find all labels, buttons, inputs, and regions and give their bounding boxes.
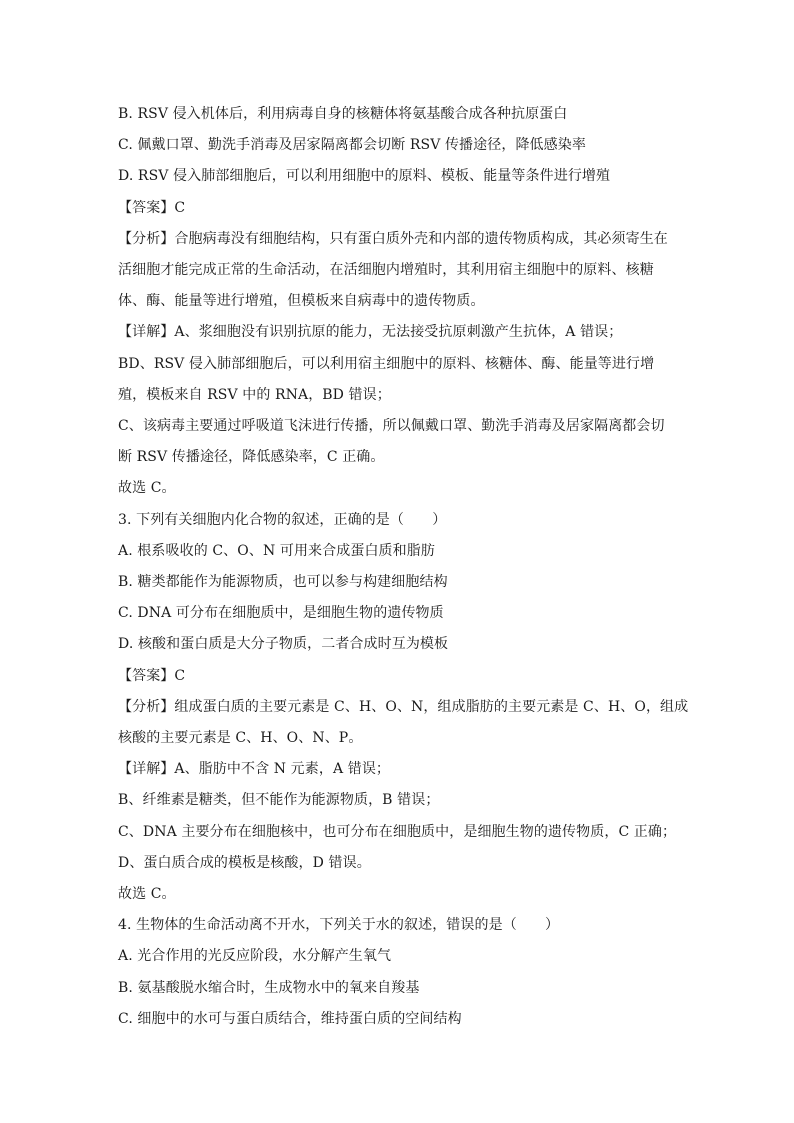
q4-stem: 4. 生物体的生命活动离不开水，下列关于水的叙述，错误的是（ ） (118, 917, 560, 934)
q2-detail-line: 【详解】A、浆细胞没有识别抗原的能力，无法接受抗原刺激产生抗体，A 错误； (118, 324, 623, 341)
q2-detail-line: 断 RSV 传播途径，降低感染率，C 正确。 (118, 449, 385, 466)
q3-detail-line: C、DNA 主要分布在细胞核中，也可分布在细胞质中，是细胞生物的遗传物质，C 正确； (118, 823, 677, 840)
q2-conclusion: 故选 C。 (118, 480, 176, 497)
q3-detail-line: D、蛋白质合成的模板是核酸，D 错误。 (118, 854, 371, 871)
q3-detail-line: 【详解】A、脂肪中不含 N 元素，A 错误； (118, 761, 391, 778)
q4-option-a: A. 光合作用的光反应阶段，水分解产生氧气 (118, 948, 392, 965)
q3-option-b: B. 糖类都能作为能源物质，也可以参与构建细胞结构 (118, 574, 448, 591)
q3-analysis-line: 核酸的主要元素是 C、H、O、N、P。 (118, 730, 363, 747)
q2-option-c: C. 佩戴口罩、勤洗手消毒及居家隔离都会切断 RSV 传播途径，降低感染率 (118, 137, 586, 154)
q2-option-b: B. RSV 侵入机体后，利用病毒自身的核糖体将氨基酸合成各种抗原蛋白 (118, 106, 568, 122)
page-content (118, 99, 689, 1035)
q3-analysis-line: 【分析】组成蛋白质的主要元素是 C、H、O、N，组成脂肪的主要元素是 C、H、O，组成 (118, 698, 689, 715)
q2-analysis-line: 活细胞才能完成正常的生命活动，在活细胞内增殖时，其利用宿主细胞中的原料、核糖 (118, 262, 654, 279)
q3-answer: 【答案】C (118, 667, 186, 684)
q3-option-a: A. 根系吸收的 C、O、N 可用来合成蛋白质和脂肪 (118, 542, 435, 559)
q2-analysis-line: 【分析】合胞病毒没有细胞结构，只有蛋白质外壳和内部的遗传物质构成，其必须寄生在 (118, 230, 668, 247)
q4-option-b: B. 氨基酸脱水缩合时，生成物水中的氧来自羧基 (118, 979, 420, 996)
q3-option-c: C. DNA 可分布在细胞质中，是细胞生物的遗传物质 (118, 605, 444, 622)
q3-option-d: D. 核酸和蛋白质是大分子物质，二者合成时互为模板 (118, 636, 449, 653)
q2-analysis-line: 体、酶、能量等进行增殖，但模板来自病毒中的遗传物质。 (118, 293, 485, 310)
q3-detail-line: B、纤维素是糖类，但不能作为能源物质，B 错误； (118, 792, 440, 809)
q3-stem: 3. 下列有关细胞内化合物的叙述，正确的是（ ） (118, 511, 447, 528)
q3-conclusion: 故选 C。 (118, 886, 176, 903)
q2-detail-line: C、该病毒主要通过呼吸道飞沫进行传播，所以佩戴口罩、勤洗手消毒及居家隔离都会切 (118, 418, 665, 435)
q2-detail-line: 殖，模板来自 RSV 中的 RNA，BD 错误； (118, 386, 391, 403)
q2-answer: 【答案】C (118, 199, 186, 216)
q2-option-d: D. RSV 侵入肺部细胞后，可以利用细胞中的原料、模板、能量等条件进行增殖 (118, 168, 611, 185)
q2-detail-line: BD、RSV 侵入肺部细胞后，可以利用宿主细胞中的原料、核糖体、酶、能量等进行增 (118, 355, 655, 372)
q4-option-c: C. 细胞中的水可与蛋白质结合，维持蛋白质的空间结构 (118, 1010, 462, 1027)
